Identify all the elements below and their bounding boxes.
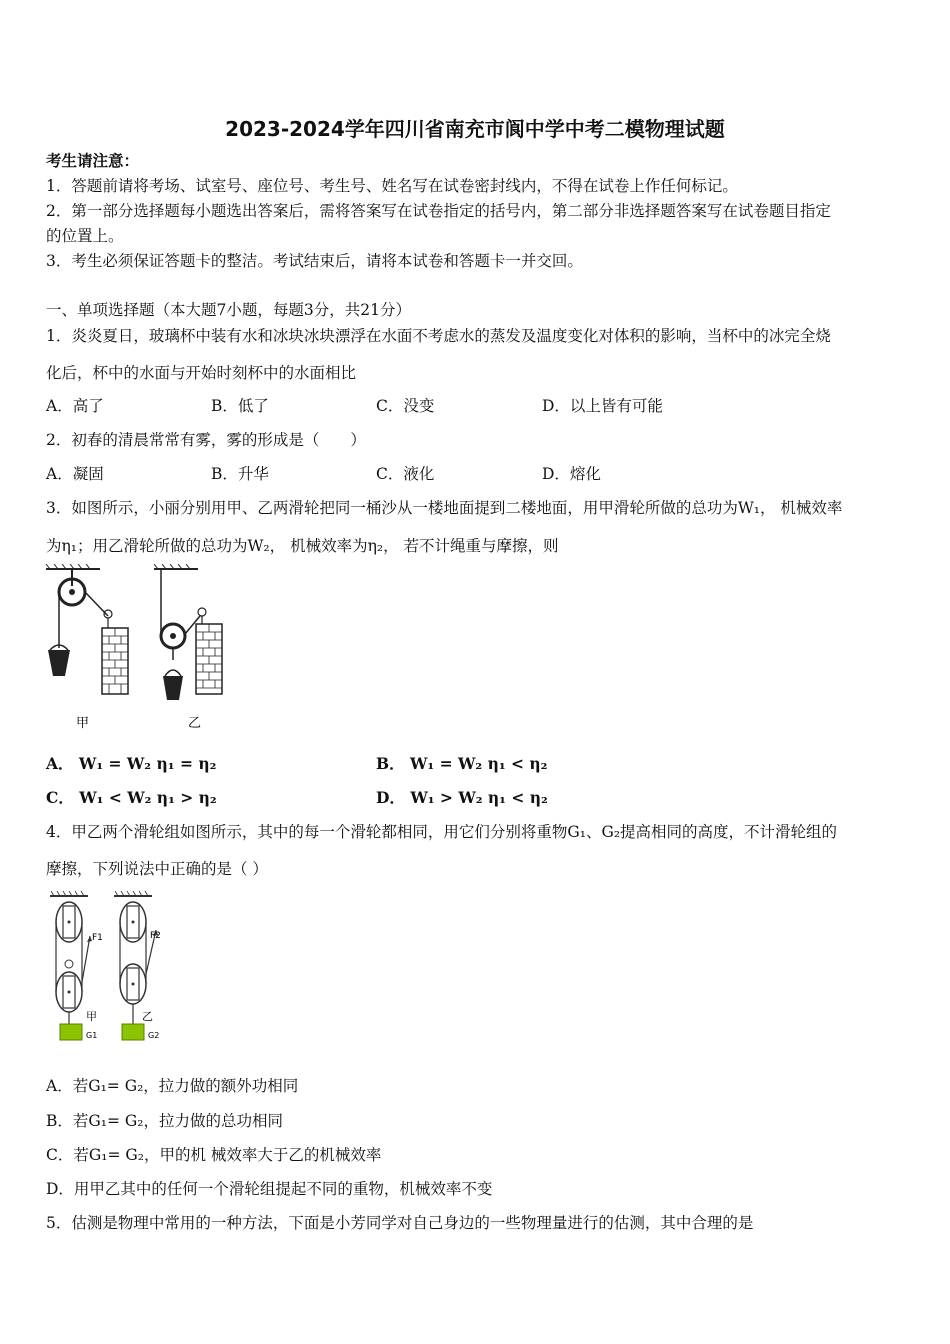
q2-option-c: C．液化 [376,465,435,483]
q2-option-a: A．凝固 [46,465,104,483]
figure-label-jia: 甲 [86,1010,97,1023]
notice-item: 2．第一部分选择题每小题选出答案后，需将答案写在试卷指定的括号内，第二部分非选择题答案写在试卷题目指定 [46,202,831,220]
q5-stem: 5．估测是物理中常用的一种方法，下面是小芳同学对自己身边的一些物理量进行的估测，其中合理的是 [46,1214,754,1232]
notice-item: 3．考生必须保证答题卡的整洁。考试结束后，请将本试卷和答题卡一并交回。 [46,252,583,270]
q4-stem-line1: 4．甲乙两个滑轮组如图所示，其中的每一个滑轮都相同，用它们分别将重物G₁、G₂提高相同的高度，不计滑轮组的 [46,823,838,841]
q4-stem-line2: 摩擦，下列说法中正确的是（ ） [46,860,268,878]
page-title: 2023-2024学年四川省南充市阆中学中考二模物理试题 [225,117,725,141]
weight-g1 [60,1024,82,1040]
q1-stem-line2: 化后，杯中的水面与开始时刻杯中的水面相比 [46,364,357,382]
q3-stem-line2: 为η₁；用乙滑轮所做的总功为W₂， 机械效率为η₂， 若不计绳重与摩擦，则 [46,537,559,555]
q3-option-d: D． W₁ > W₂ η₁ < η₂ [376,788,548,807]
bucket [48,650,70,676]
q2-option-b: B．升华 [211,465,269,483]
section-heading: 一、单项选择题（本大题7小题，每题3分，共21分） [46,301,411,319]
q1-option-d: D．以上皆有可能 [542,397,663,415]
q1-option-b: B．低了 [211,397,269,415]
bucket [163,676,183,700]
notice-heading: 考生请注意： [46,151,140,170]
weight-label-g2: G2 [148,1031,160,1040]
q3-option-c: C． W₁ < W₂ η₁ > η₂ [46,788,217,807]
q4-option-b: B．若G₁= G₂，拉力做的总功相同 [46,1112,283,1130]
force-label-f2: F2 [150,931,161,941]
pulley-group-figure-q4 [40,890,180,1050]
brick-wall [102,628,128,694]
figure-label-yi: 乙 [188,716,202,731]
q4-option-d: D．用甲乙其中的任何一个滑轮组提起不同的重物，机械效率不变 [46,1180,493,1198]
figure-label-yi: 乙 [142,1010,153,1023]
pulley-figure-q3 [40,564,240,734]
q1-stem-line1: 1．炎炎夏日，玻璃杯中装有水和冰块冰块漂浮在水面不考虑水的蒸发及温度变化对体积的影响，当杯中的冰完全烧 [46,327,831,345]
q2-option-d: D．熔化 [542,465,601,483]
q3-option-b: B． W₁ = W₂ η₁ < η₂ [376,754,548,773]
weight-label-g1: G1 [86,1031,98,1040]
figure-label-jia: 甲 [76,716,90,731]
q1-option-c: C．没变 [376,397,435,415]
q4-option-c: C．若G₁= G₂，甲的机 械效率大于乙的机械效率 [46,1146,382,1164]
q1-option-a: A．高了 [46,397,104,415]
q3-option-a: A． W₁ = W₂ η₁ = η₂ [46,754,217,773]
q2-stem: 2．初春的清晨常常有雾，雾的形成是（ ） [46,431,366,449]
force-label-f1: F1 [92,933,103,943]
notice-item: 1．答题前请将考场、试室号、座位号、考生号、姓名写在试卷密封线内，不得在试卷上作任何标记。 [46,177,738,195]
weight-g2 [122,1024,144,1040]
notice-item: 的位置上。 [46,227,124,245]
q4-option-a: A．若G₁= G₂，拉力做的额外功相同 [46,1077,299,1095]
q3-stem-line1: 3．如图所示，小丽分别用甲、乙两滑轮把同一桶沙从一楼地面提到二楼地面，用甲滑轮所做的总功为W₁， 机械效率 [46,499,843,517]
